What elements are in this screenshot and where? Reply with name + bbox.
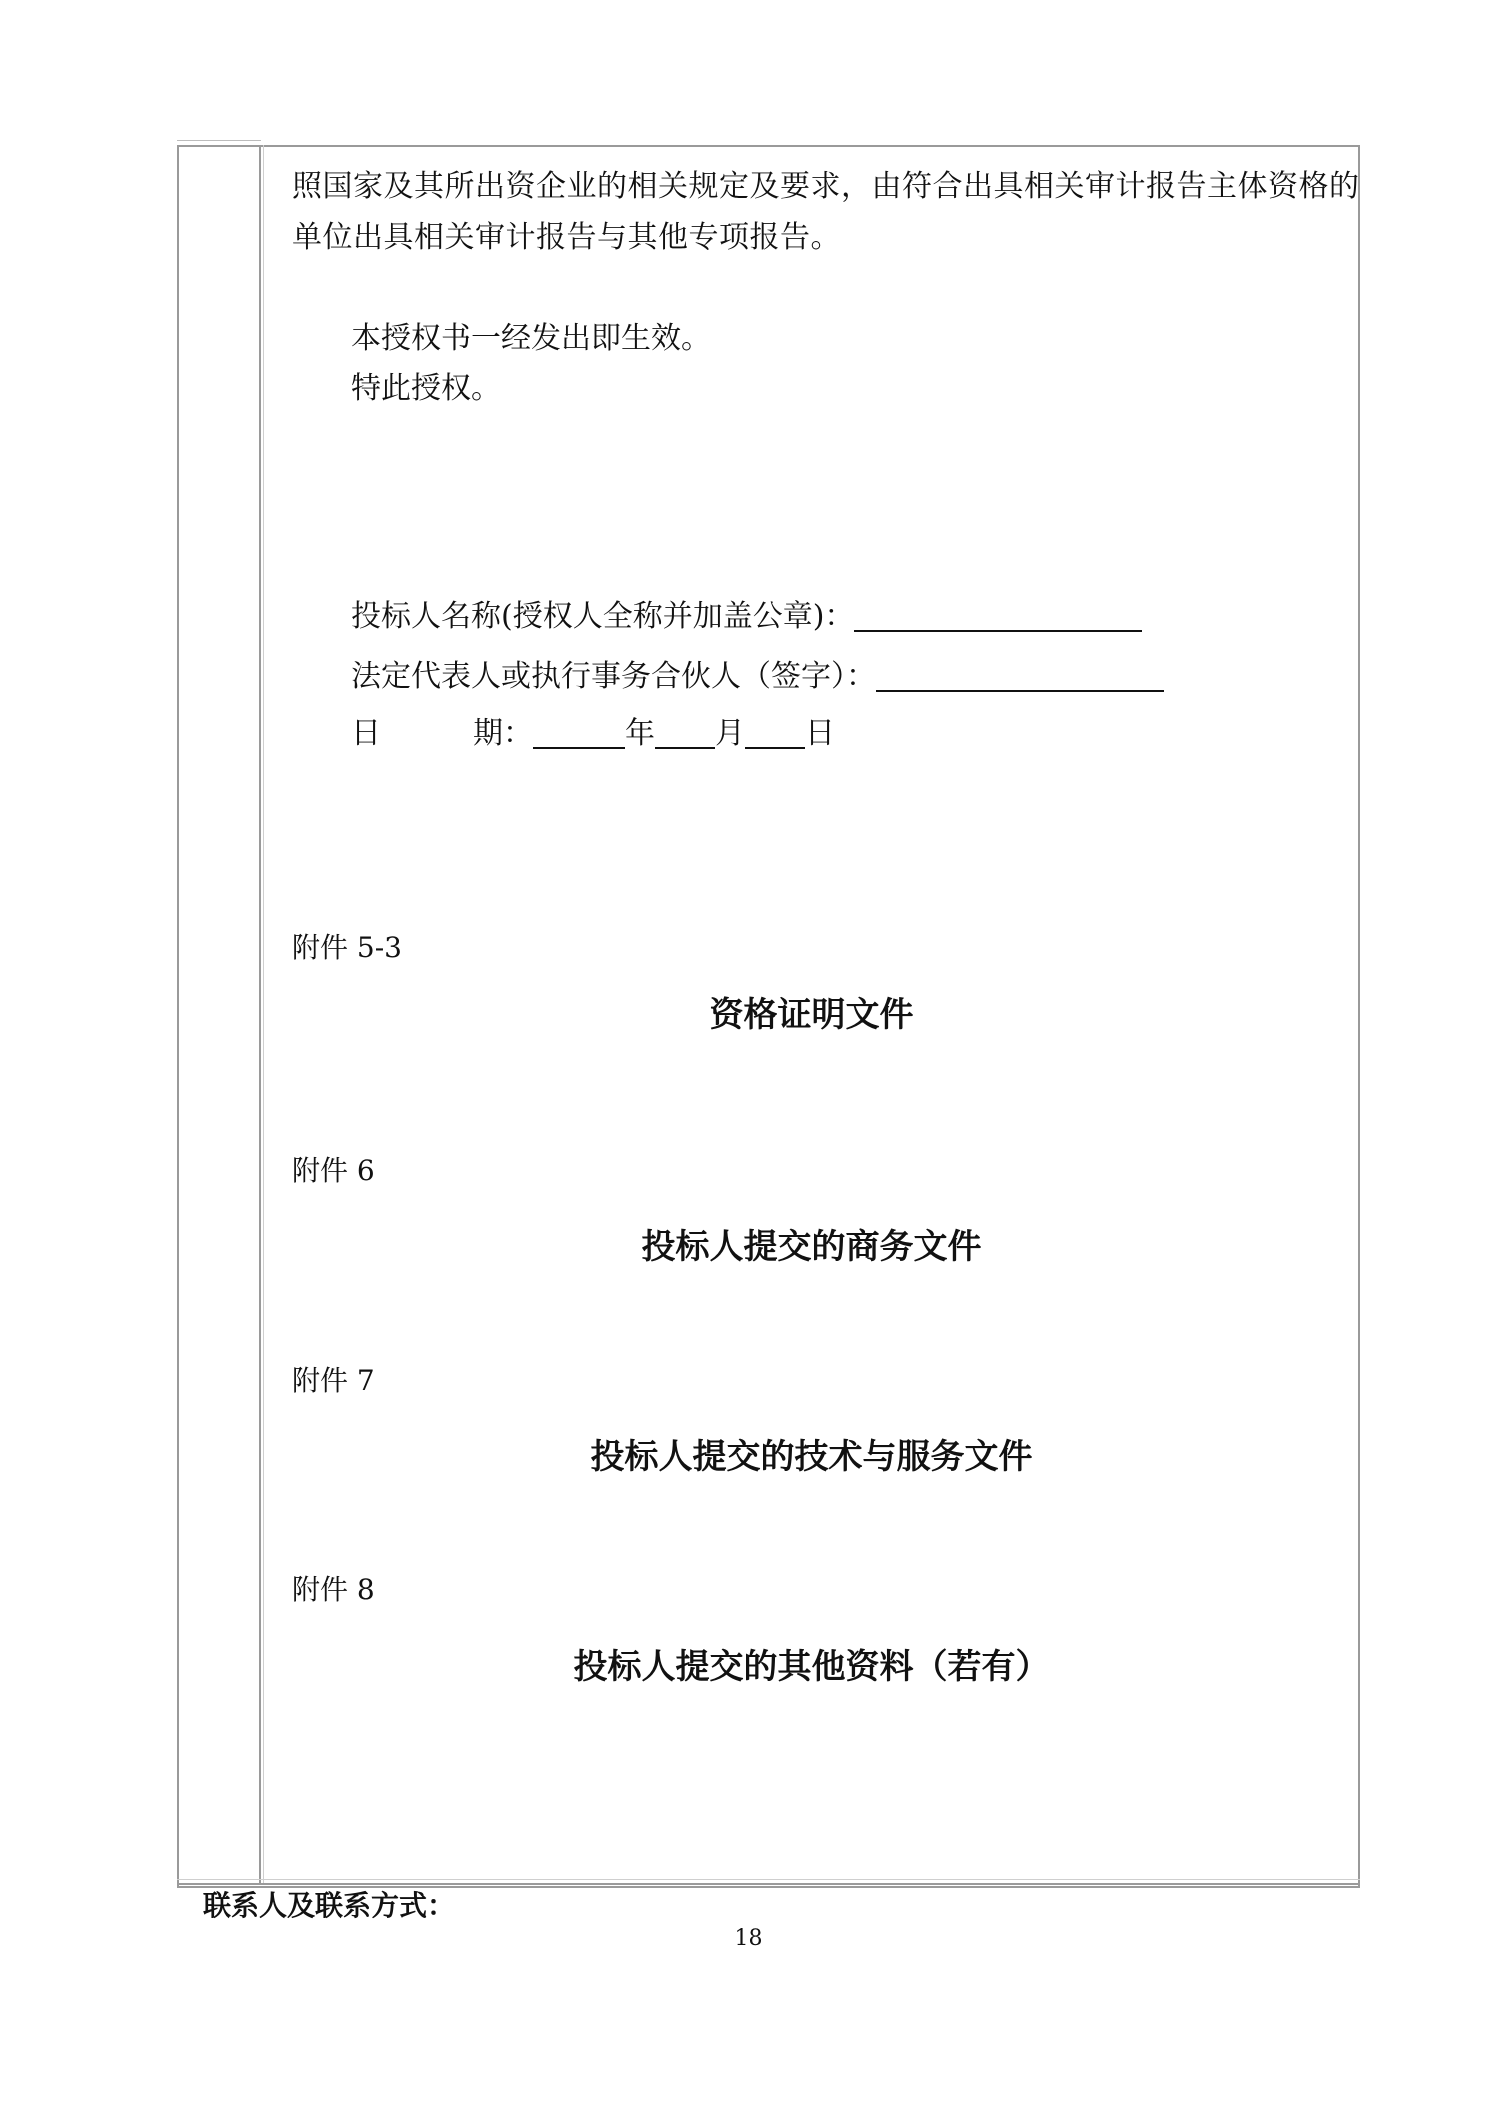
representative-signature-blank[interactable] <box>876 660 1164 692</box>
attachment-title-8: 投标人提交的其他资料（若有） <box>573 1647 1050 1687</box>
day-blank[interactable] <box>745 717 805 749</box>
closing-statement: 特此授权。 <box>351 371 501 406</box>
month-label: 月 <box>715 716 745 751</box>
page-number: 18 <box>734 1926 763 1951</box>
date-label-char-1: 日 <box>351 716 381 751</box>
attachment-label-5-3: 附件 5-3 <box>292 931 402 964</box>
table-row-divider-inner <box>177 1879 1360 1880</box>
paragraph-line-2: 单位出具相关审计报告与其他专项报告。 <box>292 220 841 255</box>
effective-statement: 本授权书一经发出即生效。 <box>351 321 711 356</box>
attachment-title-6: 投标人提交的商务文件 <box>641 1227 982 1267</box>
attachment-label-8: 附件 8 <box>292 1573 375 1606</box>
representative-label: 法定代表人或执行事务合伙人（签字）： <box>351 659 876 694</box>
year-label: 年 <box>625 716 655 751</box>
representative-row <box>351 660 1164 692</box>
table-column-divider <box>259 145 261 1883</box>
bidder-name-row <box>351 600 1142 632</box>
contact-info-label: 联系人及联系方式： <box>203 1889 456 1922</box>
day-label: 日 <box>805 716 835 751</box>
year-blank[interactable] <box>533 717 625 749</box>
paragraph-line-1: 照国家及其所出资企业的相关规定及要求，由符合出具相关审计报告主体资格的 <box>292 169 1360 204</box>
month-blank[interactable] <box>655 717 715 749</box>
attachment-label-6: 附件 6 <box>292 1154 375 1187</box>
bidder-name-label: 投标人名称(授权人全称并加盖公章)： <box>351 599 855 634</box>
table-row-divider <box>177 1883 1360 1885</box>
bidder-name-blank[interactable] <box>854 600 1142 632</box>
attachment-title-5-3: 资格证明文件 <box>709 995 914 1035</box>
attachment-title-7: 投标人提交的技术与服务文件 <box>590 1437 1033 1477</box>
date-label-char-2: 期： <box>473 716 533 751</box>
date-row <box>351 717 835 749</box>
attachment-label-7: 附件 7 <box>292 1364 375 1397</box>
